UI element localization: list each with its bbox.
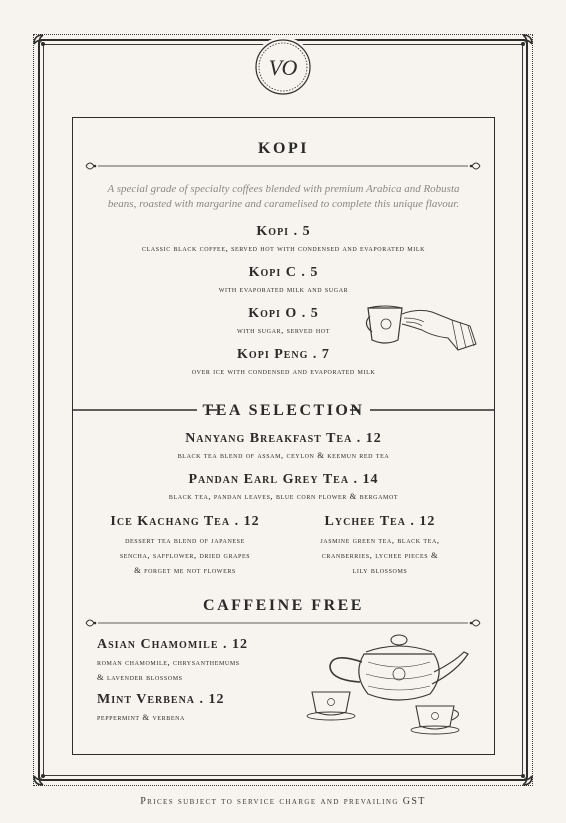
menu-item-description: jasmine green tea, black tea, [320, 535, 440, 545]
brand-logo [253, 37, 313, 97]
corner-ornament-icon [510, 31, 536, 57]
menu-item-name: Kopi . 5 [256, 224, 311, 239]
menu-item-description: black tea blend of assam, ceylon & keemun red tea [177, 450, 390, 460]
menu-item-name: Lychee Tea . 12 [324, 514, 436, 529]
tea-selection-heading: TEA SELECTION [202, 402, 365, 419]
menu-item-description: & forget me not flowers [134, 565, 236, 575]
kopi-intro-line-1: A special grade of specialty coffees blended with premium Arabica and Robusta [107, 183, 460, 195]
menu-item-description: with evaporated milk and sugar [218, 284, 349, 294]
menu-item-name: Nanyang Breakfast Tea . 12 [185, 431, 382, 446]
kopi-divider [84, 160, 482, 172]
menu-item-description: over ice with condensed and evaporated milk [191, 366, 376, 376]
menu-item-name: Kopi C . 5 [248, 265, 319, 280]
menu-item-description: lily blossoms [352, 565, 408, 575]
corner-ornament-icon [30, 763, 56, 789]
menu-item-description: dessert tea blend of japanese [125, 535, 245, 545]
menu-item-name: Ice Kachang Tea . 12 [110, 514, 260, 529]
menu-item-name: Mint Verbena . 12 [97, 692, 225, 707]
corner-ornament-icon [510, 763, 536, 789]
menu-item-name: Pandan Earl Grey Tea . 14 [188, 472, 379, 487]
menu-item-description: classic black coffee, served hot with condensed and evaporated milk [141, 243, 426, 253]
hand-cup-illustration [362, 296, 480, 362]
menu-item-description: with sugar, served hot [237, 325, 330, 335]
menu-item-description: black tea, pandan leaves, blue corn flower & bergamot [168, 491, 399, 501]
menu-item-description: peppermint & verbena [97, 712, 185, 722]
pricing-footnote: Prices subject to service charge and prevailing GST [140, 796, 426, 807]
menu-item-name: Kopi Peng . 7 [237, 347, 330, 362]
menu-item-name: Asian Chamomile . 12 [97, 637, 249, 652]
menu-item-description: sencha, safflower, dried grapes [119, 550, 251, 560]
menu-item-description: & lavender blossoms [97, 672, 183, 682]
svg-text:VO: VO [268, 55, 298, 80]
corner-ornament-icon [30, 31, 56, 57]
kopi-intro-line-2: beans, roasted with margarine and caramelised to complete this unique flavour. [107, 198, 460, 210]
menu-item-name: Kopi O . 5 [248, 306, 319, 321]
kopi-heading: KOPI [258, 140, 309, 157]
menu-item-description: roman chamomile, chrysanthemums [97, 657, 240, 667]
caffeine-free-divider [84, 617, 482, 629]
teapot-illustration [304, 632, 484, 746]
caffeine-free-heading: CAFFEINE FREE [203, 597, 364, 614]
menu-item-description: cranberries, lychee pieces & [321, 550, 439, 560]
